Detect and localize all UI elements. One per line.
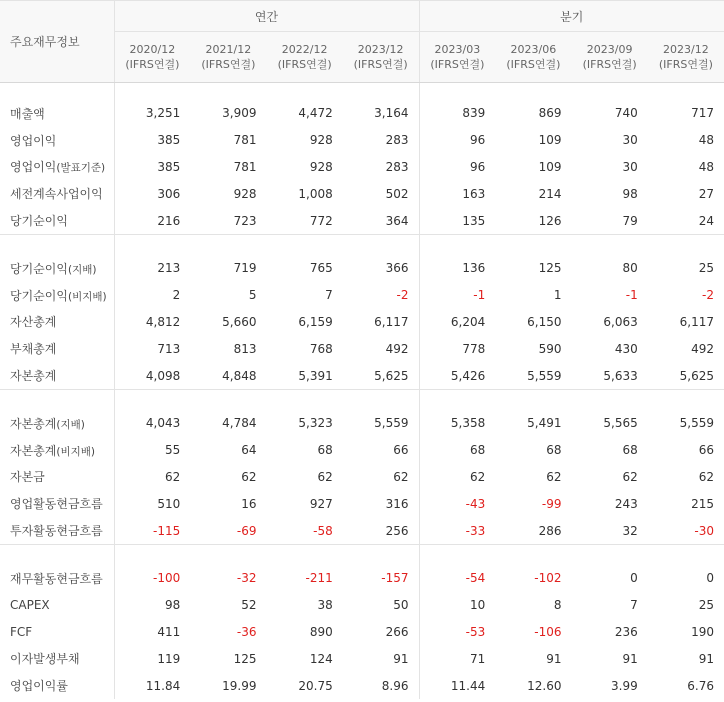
value-cell: 11.44 — [450, 678, 486, 693]
table-row — [0, 672, 724, 699]
row-label-text: 당기순이익 — [10, 288, 68, 303]
value-cell: 190 — [691, 624, 714, 639]
row-label-text: 영업이익 — [10, 133, 57, 148]
value-cell: -100 — [153, 571, 181, 586]
value-cell: -99 — [541, 496, 562, 511]
value-cell: 4,043 — [145, 416, 181, 431]
value-cell: 306 — [157, 186, 181, 201]
row-label-text: 자본총계 — [10, 369, 57, 384]
value-cell: 96 — [469, 133, 486, 148]
column-header — [572, 32, 648, 83]
row-label-text: FCF — [10, 624, 33, 639]
value-cell: 5,426 — [419, 362, 495, 389]
value-cell: 20.75 — [298, 678, 333, 693]
column-header — [419, 32, 495, 83]
value-cell: 30 — [622, 159, 638, 174]
column-period: 2022/12 — [281, 43, 328, 56]
value-cell: 256 — [343, 517, 419, 544]
table-row — [0, 207, 724, 234]
value-cell: 98 — [622, 186, 638, 201]
value-cell: 6,150 — [527, 314, 562, 329]
value-cell: 27 — [698, 186, 714, 201]
value-cell: 4,812 — [145, 314, 181, 329]
table-row — [0, 180, 724, 207]
value-cell: 385 — [157, 133, 181, 148]
row-label[interactable] — [0, 362, 114, 389]
value-cell: 717 — [691, 106, 714, 121]
row-label-text: 자산총계 — [10, 315, 57, 330]
column-header — [495, 32, 571, 83]
value-cell: -33 — [419, 517, 495, 544]
value-cell: 62 — [698, 469, 714, 484]
value-cell: 8.96 — [343, 672, 419, 699]
value-cell: 24 — [648, 207, 724, 234]
value-cell: -102 — [534, 571, 562, 586]
value-cell: 8 — [553, 598, 562, 613]
value-cell: 839 — [462, 106, 486, 121]
column-period: 2023/12 — [663, 43, 709, 56]
value-cell: 6,204 — [450, 314, 486, 329]
row-label[interactable] — [0, 255, 114, 282]
group-spacer — [0, 544, 724, 565]
column-period: 2023/03 — [434, 43, 481, 56]
row-label-text: 자본금 — [10, 470, 45, 485]
row-label[interactable] — [0, 565, 114, 592]
value-cell: -1 — [625, 288, 638, 303]
value-cell: 713 — [157, 341, 181, 356]
value-cell: 316 — [343, 490, 419, 517]
value-cell: 48 — [698, 159, 714, 174]
row-label[interactable] — [0, 672, 114, 699]
value-cell: -106 — [534, 624, 562, 639]
row-label-text: CAPEX — [10, 598, 50, 613]
row-label-text: 이자발생부채 — [10, 652, 80, 667]
value-cell: 364 — [343, 207, 419, 234]
row-label[interactable] — [0, 127, 114, 154]
value-cell: 163 — [462, 186, 486, 201]
value-cell: 765 — [309, 261, 333, 276]
value-cell: -53 — [465, 624, 486, 639]
column-header — [114, 32, 190, 83]
table-row — [0, 100, 724, 127]
value-cell: 1 — [553, 288, 562, 303]
value-cell: 62 — [241, 469, 257, 484]
value-cell: 214 — [538, 186, 562, 201]
value-cell: -211 — [305, 571, 333, 586]
row-label[interactable] — [0, 309, 114, 336]
column-basis: (IFRS연결) — [277, 58, 332, 71]
column-basis: (IFRS연결) — [125, 58, 180, 71]
value-cell: 5,559 — [495, 362, 571, 389]
value-cell: 510 — [157, 496, 181, 511]
table-row — [0, 619, 724, 646]
value-cell: 64 — [241, 443, 257, 458]
value-cell: 91 — [343, 645, 419, 672]
column-basis: (IFRS연결) — [353, 58, 408, 71]
value-cell: 91 — [546, 651, 562, 666]
row-label[interactable] — [0, 282, 114, 309]
value-cell: 890 — [309, 624, 333, 639]
value-cell: 125 — [538, 261, 562, 276]
value-cell: -32 — [236, 571, 257, 586]
value-cell: 286 — [495, 517, 571, 544]
value-cell: 16 — [241, 496, 257, 511]
row-label[interactable] — [0, 335, 114, 362]
value-cell: 135 — [419, 207, 495, 234]
value-cell: 91 — [698, 651, 714, 666]
table-row — [0, 362, 724, 389]
value-cell: 50 — [343, 592, 419, 619]
value-cell: 68 — [546, 443, 562, 458]
value-cell: 5,491 — [527, 416, 562, 431]
value-cell: 25 — [698, 261, 714, 276]
row-label-qualifier: (비지배) — [67, 290, 107, 303]
column-basis: (IFRS연결) — [430, 58, 485, 71]
table-row — [0, 410, 724, 437]
value-cell: -115 — [114, 517, 190, 544]
value-cell: 62 — [546, 469, 562, 484]
row-label-qualifier: (비지배) — [56, 445, 95, 458]
value-cell: 5 — [248, 288, 257, 303]
value-cell: 5,625 — [343, 362, 419, 389]
value-cell: 266 — [343, 619, 419, 646]
value-cell: 5,625 — [648, 362, 724, 389]
value-cell: 928 — [233, 186, 257, 201]
row-label-text: 당기순이익 — [10, 261, 68, 276]
value-cell: 38 — [317, 598, 333, 613]
column-header — [343, 32, 419, 83]
value-cell: 62 — [164, 469, 181, 484]
value-cell: -157 — [343, 565, 419, 592]
value-cell: 62 — [469, 469, 486, 484]
value-cell: 492 — [691, 341, 714, 356]
value-cell: 723 — [190, 207, 266, 234]
value-cell: 3,164 — [343, 100, 419, 127]
row-label-text: 세전계속사업이익 — [10, 187, 103, 202]
value-cell: 869 — [538, 106, 562, 121]
value-cell: 5,633 — [572, 362, 648, 389]
value-cell: 3,251 — [145, 106, 181, 121]
value-cell: 125 — [233, 651, 257, 666]
value-cell: 25 — [698, 598, 714, 613]
row-label-qualifier: (지배) — [56, 418, 85, 431]
value-cell: 4,848 — [190, 362, 266, 389]
row-label[interactable] — [0, 100, 114, 127]
row-label-qualifier: (발표기준) — [56, 162, 106, 175]
group-spacer — [0, 234, 724, 255]
table-row — [0, 127, 724, 154]
value-cell: 6,117 — [343, 309, 419, 336]
value-cell: 4,784 — [222, 416, 257, 431]
value-cell: 10 — [469, 598, 486, 613]
row-label[interactable] — [0, 410, 114, 437]
value-cell: 68 — [622, 443, 638, 458]
value-cell: 243 — [614, 496, 638, 511]
column-header — [267, 32, 343, 83]
row-label[interactable] — [0, 464, 114, 491]
row-label[interactable] — [0, 207, 114, 234]
value-cell: 385 — [157, 159, 181, 174]
value-cell: 48 — [698, 133, 714, 148]
value-cell: 68 — [317, 443, 333, 458]
value-cell: 30 — [622, 133, 638, 148]
value-cell: 19.99 — [222, 678, 257, 693]
value-cell: 6,063 — [603, 314, 638, 329]
value-cell: 6,117 — [679, 314, 714, 329]
value-cell: -69 — [190, 517, 266, 544]
value-cell: 32 — [572, 517, 648, 544]
row-label-text: 매출액 — [10, 106, 45, 121]
row-label-text: 자본총계 — [10, 416, 57, 431]
value-cell: 1,008 — [298, 186, 333, 201]
value-cell: 7 — [325, 288, 333, 303]
value-cell: 740 — [614, 106, 638, 121]
value-cell: -1 — [473, 288, 486, 303]
row-label-text: 영업이익률 — [10, 679, 68, 694]
column-basis: (IFRS연결) — [201, 58, 256, 71]
value-cell: 80 — [622, 261, 638, 276]
table-row — [0, 255, 724, 282]
value-cell: -30 — [648, 517, 724, 544]
group-spacer — [0, 83, 724, 101]
value-cell: 11.84 — [145, 678, 181, 693]
value-cell: 778 — [462, 341, 486, 356]
value-cell: 91 — [622, 651, 638, 666]
group-spacer — [0, 389, 724, 410]
value-cell: 66 — [343, 437, 419, 464]
row-label-text: 재무활동현금흐름 — [10, 571, 103, 586]
value-cell: 71 — [469, 651, 486, 666]
value-cell: 6,159 — [298, 314, 333, 329]
value-cell: 283 — [343, 127, 419, 154]
value-cell: 430 — [614, 341, 638, 356]
value-cell: 781 — [233, 159, 257, 174]
value-cell: 62 — [343, 464, 419, 491]
quarter-group-header[interactable]: 분기 — [419, 1, 724, 32]
value-cell: 781 — [233, 133, 257, 148]
value-cell: 283 — [343, 154, 419, 181]
column-basis: (IFRS연결) — [582, 58, 637, 71]
value-cell: 492 — [343, 335, 419, 362]
row-label-text: 부채총계 — [10, 342, 57, 357]
annual-group-header[interactable]: 연간 — [114, 1, 419, 32]
value-cell: 55 — [164, 443, 181, 458]
column-header — [190, 32, 266, 83]
value-cell: 0 — [630, 571, 638, 586]
table-row — [0, 464, 724, 491]
value-cell: 66 — [698, 443, 714, 458]
value-cell: 5,559 — [343, 410, 419, 437]
row-label[interactable] — [0, 517, 114, 544]
row-label[interactable] — [0, 154, 114, 181]
column-period: 2023/12 — [357, 43, 404, 56]
value-cell: 411 — [157, 624, 181, 639]
value-cell: 98 — [164, 598, 181, 613]
value-cell: 0 — [706, 571, 714, 586]
value-cell: 126 — [495, 207, 571, 234]
table-row — [0, 592, 724, 619]
column-period: 2020/12 — [129, 43, 176, 56]
value-cell: 109 — [538, 159, 562, 174]
value-cell: 96 — [469, 159, 486, 174]
table-row — [0, 437, 724, 464]
column-period: 2021/12 — [205, 43, 252, 56]
column-basis: (IFRS연결) — [506, 58, 561, 71]
value-cell: 5,559 — [679, 416, 714, 431]
value-cell: 927 — [309, 496, 333, 511]
row-label[interactable] — [0, 490, 114, 517]
table-row — [0, 309, 724, 336]
row-label-qualifier: (지배) — [67, 263, 97, 276]
table-row — [0, 517, 724, 544]
value-cell: 5,323 — [298, 416, 333, 431]
column-period: 2023/06 — [510, 43, 557, 56]
table-row — [0, 282, 724, 309]
value-cell: 236 — [614, 624, 638, 639]
value-cell: 772 — [267, 207, 343, 234]
value-cell: 813 — [233, 341, 257, 356]
value-cell: 52 — [241, 598, 257, 613]
value-cell: 928 — [309, 159, 333, 174]
value-cell: 62 — [317, 469, 333, 484]
value-cell: 62 — [622, 469, 638, 484]
row-label[interactable] — [0, 592, 114, 619]
column-header — [648, 32, 724, 83]
table-row — [0, 335, 724, 362]
value-cell: 3.99 — [611, 678, 638, 693]
value-cell: 119 — [157, 651, 181, 666]
row-label[interactable] — [0, 437, 114, 464]
table-row — [0, 565, 724, 592]
value-cell: 136 — [462, 261, 486, 276]
row-label[interactable] — [0, 619, 114, 646]
value-cell: -54 — [465, 571, 486, 586]
value-cell: 6.76 — [687, 678, 714, 693]
value-cell: -2 — [343, 282, 419, 309]
value-cell: 5,660 — [222, 314, 257, 329]
value-cell: 5,391 — [267, 362, 343, 389]
corner-label: 주요재무정보 — [0, 1, 114, 83]
value-cell: 928 — [309, 133, 333, 148]
table-row — [0, 154, 724, 181]
value-cell: 768 — [309, 341, 333, 356]
row-label-text: 영업이익 — [10, 160, 57, 175]
value-cell: 213 — [157, 261, 181, 276]
value-cell: 590 — [538, 341, 562, 356]
value-cell: 2 — [172, 288, 181, 303]
value-cell: 215 — [691, 496, 714, 511]
row-label[interactable] — [0, 180, 114, 207]
value-cell: 4,098 — [114, 362, 190, 389]
row-label-text: 영업활동현금흐름 — [10, 497, 103, 512]
value-cell: 366 — [343, 255, 419, 282]
value-cell: 502 — [343, 180, 419, 207]
value-cell: 68 — [469, 443, 486, 458]
row-label-text: 자본총계 — [10, 443, 57, 458]
value-cell: -58 — [267, 517, 343, 544]
column-basis: (IFRS연결) — [658, 58, 713, 71]
table-row — [0, 645, 724, 672]
value-cell: 7 — [630, 598, 638, 613]
value-cell: 216 — [114, 207, 190, 234]
row-label-text: 당기순이익 — [10, 214, 68, 229]
value-cell: 4,472 — [298, 106, 333, 121]
value-cell: 109 — [538, 133, 562, 148]
value-cell: 719 — [233, 261, 257, 276]
value-cell: 5,358 — [450, 416, 486, 431]
value-cell: -43 — [465, 496, 486, 511]
value-cell: 12.60 — [527, 678, 562, 693]
value-cell: -36 — [236, 624, 257, 639]
column-period: 2023/09 — [586, 43, 633, 56]
row-label[interactable] — [0, 645, 114, 672]
value-cell: 124 — [309, 651, 333, 666]
table-row — [0, 490, 724, 517]
value-cell: 3,909 — [222, 106, 257, 121]
value-cell: -2 — [702, 288, 714, 303]
row-label-text: 투자활동현금흐름 — [10, 524, 103, 539]
value-cell: 5,565 — [603, 416, 638, 431]
value-cell: 79 — [572, 207, 648, 234]
